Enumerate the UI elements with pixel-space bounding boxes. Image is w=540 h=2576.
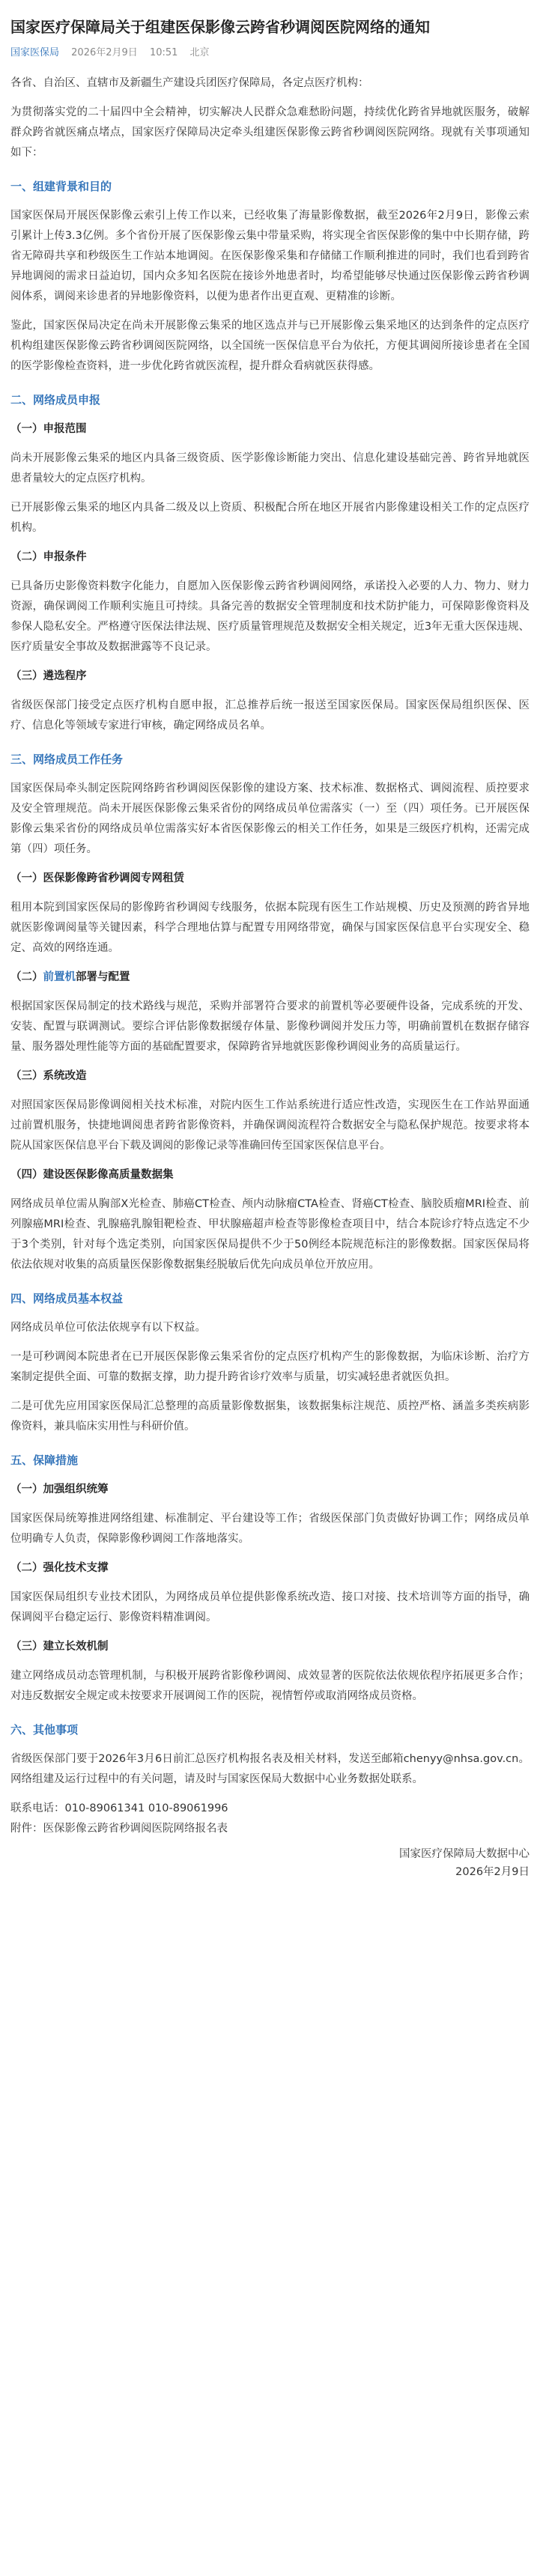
paragraph: 省级医保部门要于2026年3月6日前汇总医疗机构报名表及相关材料，发送至邮箱chenyy@nhsa.gov.cn。网络组建及运行过程中的有关问题，请及时与国家医保局大数据中心业务数据处联系。 — [10, 1753, 530, 1785]
heading-suffix: 部署与配置 — [76, 971, 130, 983]
intro-paragraph: 为贯彻落实党的二十届四中全会精神，切实解决人民群众急难愁盼问题，持续优化跨省异地就医服务，破解群众跨省就医痛点堵点，国家医疗保障局决定牵头组建医保影像云跨省秒调阅医院网络。现就有关事项通知如下： — [10, 106, 530, 159]
signature-block — [10, 1845, 530, 1881]
paragraph: 国家医保局组织专业技术团队，为网络成员单位提供影像系统改造、接口对接、技术培训等方面的指导，确保调阅平台稳定运行、影像资料精准调阅。 — [10, 1591, 530, 1623]
paragraph: 网络成员单位可依法依规享有以下权益。 — [10, 1322, 206, 1334]
paragraph: 国家医保局统筹推进网络组建、标准制定、平台建设等工作；省级医保部门负责做好协调工作；网络成员单位明确专人负责，保障影像秒调阅工作落地落实。 — [10, 1513, 530, 1545]
section-4-heading: 四、网络成员基本权益 — [10, 1292, 124, 1305]
paragraph: 二是可优先应用国家医保局汇总整理的高质量影像数据集，该数据集标注规范、质控严格、涵盖多类疾病影像资料，兼具临床实用性与科研价值。 — [10, 1400, 530, 1433]
highlighted-term[interactable]: 前置机 — [43, 971, 76, 983]
heading-prefix: （二） — [10, 971, 43, 983]
paragraph: 省级医保部门接受定点医疗机构自愿申报，汇总推荐后统一报送至国家医保局。国家医保局组织医保、医疗、信息化等领域专家进行审核，确定网络成员名单。 — [10, 699, 530, 732]
subsection-heading: （二）强化技术支撑 — [10, 1562, 109, 1574]
section-1-heading: 一、组建背景和目的 — [10, 180, 112, 193]
subsection-heading: （三）建立长效机制 — [10, 1641, 109, 1653]
section-5-heading: 五、保障措施 — [10, 1453, 79, 1467]
contact-phone: 联系电话：010-89061341 010-89061996 — [10, 1802, 228, 1814]
paragraph: 已开展影像云集采的地区内具备二级及以上资质、积极配合所在地区开展省内影像建设相关工作的定点医疗机构。 — [10, 502, 530, 534]
section-1-paragraph: 鉴此，国家医保局决定在尚未开展影像云集采的地区选点并与已开展影像云集采地区的达到条件的定点医疗机构组建医保影像云跨省秒调阅医院网络，以全国统一医保信息平台为依托，方便其调阅所接诊患者在全国的医学影像检查资料，进一步优化跨省就医流程，提升群众看病就医获得感。 — [10, 320, 530, 372]
paragraph: 租用本院到国家医保局的影像跨省秒调阅专线服务，依据本院现有医生工作站规模、历史及预测的跨省异地就医影像调阅量等关键因素，科学合理地估算与配置专用网络带宽，确保与国家医保信息平台实现安全、稳定、高效的网络连通。 — [10, 902, 530, 954]
signature-date: 2026年2月9日 — [455, 1866, 530, 1878]
paragraph: 对照国家医保局影像调阅相关技术标准，对院内医生工作站系统进行适应性改造，实现医生在工作站界面通过前置机服务，快捷地调阅患者跨省影像资料，并确保调阅流程符合数据安全与隐私保护规范。按要求将本院从国家医保信息平台下载及调阅的影像记录等准确回传至国家医保信息平台。 — [10, 1099, 530, 1152]
section-1-paragraph: 国家医保局开展医保影像云索引上传工作以来，已经收集了海量影像数据，截至2026年2月9日，影像云索引累计上传3.3亿例。多个省份开展了医保影像云集中带量采购，将实现全省医保影像的集中中长期存储，跨省无障碍共享和秒级医生工作站本地调阅。在医保影像采集和存储储工作顺利推进的同时，我们也看到跨省异地调阅的需求日益迫切，国内众多知名医院在接诊外地患者时，均希望能够尽快通过医保影像云跨省秒调阅体系，调阅来诊患者的异地影像资料，以便为患者作出更直观、更精准的诊断。 — [10, 210, 530, 303]
attachment-line: 附件：医保影像云跨省秒调阅医院网络报名表 — [10, 1823, 228, 1835]
paragraph: 一是可秒调阅本院患者在已开展医保影像云集采省份的定点医疗机构产生的影像数据，为临床诊断、治疗方案制定提供全面、可靠的数据支撑，助力提升跨省诊疗效率与质量，切实减轻患者就医负担。 — [10, 1351, 530, 1383]
publish-location: 北京 — [189, 47, 210, 58]
addressee: 各省、自治区、直辖市及新疆生产建设兵团医疗保障局，各定点医疗机构： — [10, 77, 369, 89]
subsection-heading: （二）申报条件 — [10, 551, 87, 563]
section-6-heading: 六、其他事项 — [10, 1723, 79, 1737]
subsection-heading — [10, 967, 530, 988]
section-2-heading: 二、网络成员申报 — [10, 393, 101, 407]
paragraph: 国家医保局牵头制定医院网络跨省秒调阅医保影像的建设方案、技术标准、数据格式、调阅流程、质控要求及安全管理规范。尚未开展医保影像云集采省份的网络成员单位需落实（一）至（四）项任务。已开展医保影像云集采省份的网络成员单位需落实好本省医保影像云的相关工作任务，如果是三级医疗机构，还需完成第（四）项任务。 — [10, 783, 530, 855]
subsection-heading: （一）申报范围 — [10, 423, 87, 435]
subsection-heading: （一）医保影像跨省秒调阅专网租赁 — [10, 872, 184, 884]
subsection-heading: （三）遴选程序 — [10, 670, 87, 682]
page-title: 国家医疗保障局关于组建医保影像云跨省秒调阅医院网络的通知 — [10, 18, 430, 36]
article-meta — [10, 46, 530, 60]
paragraph: 根据国家医保局制定的技术路线与规范，采购并部署符合要求的前置机等必要硬件设备，完成系统的开发、安装、配置与联调测试。要综合评估影像数据缓存体量、影像秒调阅并发压力等，明确前置机在数据存储容量、服务器处理性能等方面的基础配置要求，保障跨省异地就医影像秒调阅业务的高质量运行。 — [10, 1000, 530, 1053]
subsection-heading: （一）加强组织统筹 — [10, 1483, 109, 1495]
section-3-heading: 三、网络成员工作任务 — [10, 753, 124, 766]
paragraph: 已具备历史影像资料数字化能力，自愿加入医保影像云跨省秒调阅网络，承诺投入必要的人力、物力、财力资源，确保调阅工作顺利实施且可持续。具备完善的数据安全管理制度和技术防护能力，可保障影像资料及参保人隐私安全。严格遵守医保法律法规、医疗质量管理规范及数据安全相关规定，近3年无重大医保违规、医疗质量安全事故及数据泄露等不良记录。 — [10, 580, 530, 653]
subsection-heading: （四）建设医保影像高质量数据集 — [10, 1169, 174, 1181]
publish-date: 2026年2月9日 — [71, 47, 138, 58]
paragraph: 建立网络成员动态管理机制，与积极开展跨省影像秒调阅、成效显著的医院依法依规依程序拓展更多合作；对违反数据安全规定或未按要求开展调阅工作的医院，视情暂停或取消网络成员资格。 — [10, 1670, 530, 1702]
signature-org: 国家医疗保障局大数据中心 — [399, 1848, 530, 1860]
source-link[interactable]: 国家医保局 — [10, 47, 60, 58]
subsection-heading: （三）系统改造 — [10, 1070, 87, 1082]
paragraph: 网络成员单位需从胸部X光检查、肺癌CT检查、颅内动脉瘤CTA检查、肾癌CT检查、脑胶质瘤MRI检查、前列腺癌MRI检查、乳腺癌乳腺钼靶检查、甲状腺癌超声检查等影像检查项目中，结合本院诊疗特点选定不少于3个类别，针对每个选定类别，向国家医保局提供不少于50例经本院规范标注的影像数据。国家医保局将依法依规对收集的高质量医保影像数据集经脱敏后优先向成员单位开放应用。 — [10, 1198, 530, 1271]
paragraph: 尚未开展影像云集采的地区内具备三级资质、医学影像诊断能力突出、信息化建设基础完善、跨省异地就医患者量较大的定点医疗机构。 — [10, 452, 530, 484]
publish-time: 10:51 — [149, 47, 178, 58]
